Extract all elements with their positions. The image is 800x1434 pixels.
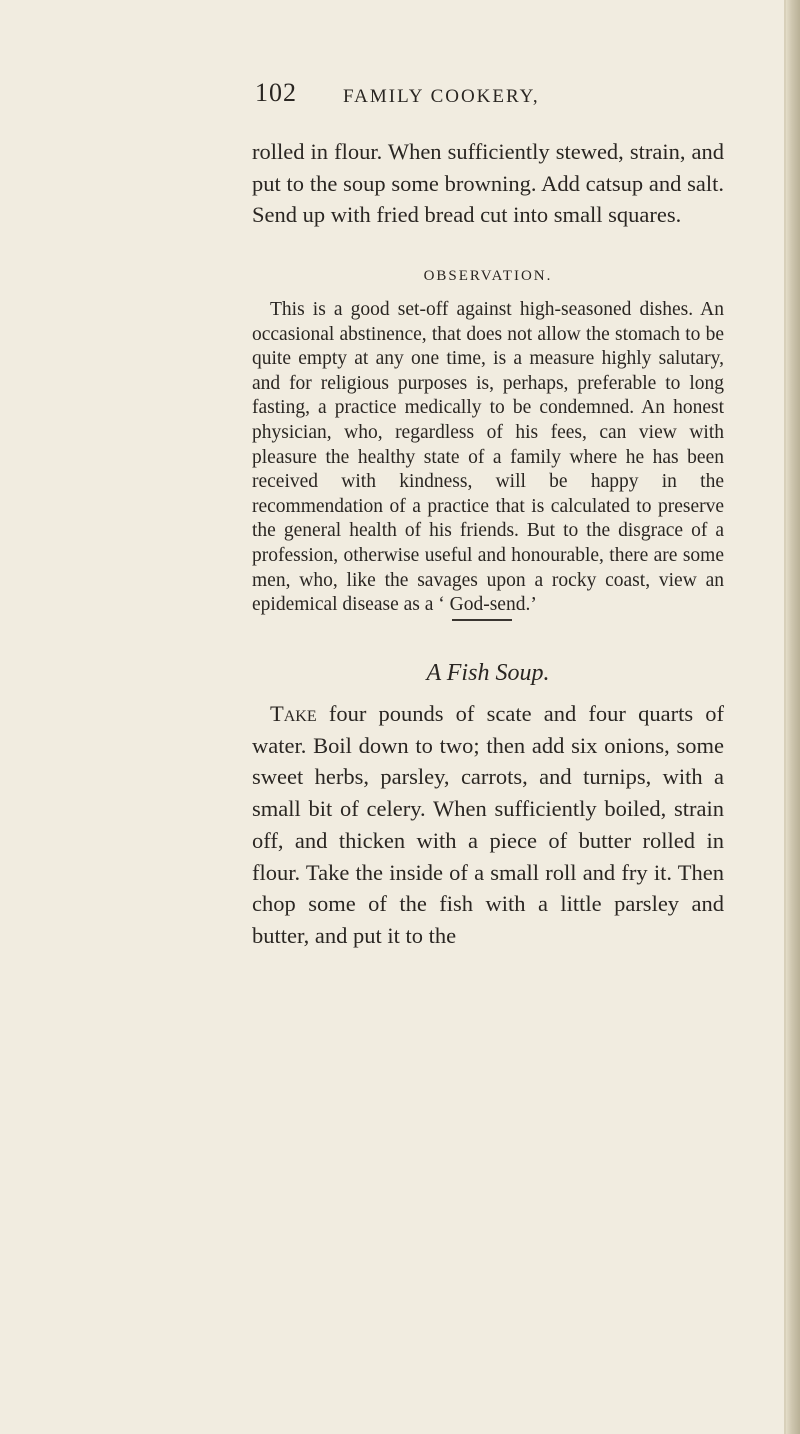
section-divider bbox=[452, 619, 512, 621]
recipe-text: four pounds of scate and four quarts of water. Boil down to two; then add six onions, some sweet herbs, parsley, carrots, and turnips, with a small bit of celery. When sufficiently boiled, strain off, and thicken with a piece of butter rolled in flour. Take the inside of a small roll and fry it. Then chop some of the fish with a little parsley and butter, and put it to the bbox=[252, 701, 724, 948]
recipe-lead-word: Take bbox=[270, 701, 317, 726]
recipe-title: A Fish Soup. bbox=[426, 660, 550, 686]
observation-paragraph: This is a good set-off against high-seasoned dishes. An occasional abstinence, that does not allow the stomach to be quite empty at any one time, is a measure highly salutary, and for religious purposes is, perhaps, preferable to long fasting, a practice medically to be condemned. An honest physician, who, regardless of his fees, can view with pleasure the healthy state of a family where he has been received with kindness, will be happy in the recommendation of a practice that is calculated to preserve the general health of his friends. But to the disgrace of a profession, otherwise useful and honourable, there are some men, who, like the savages upon a rocky coast, view an epidemical disease as a ‘ God-send.’ bbox=[252, 299, 724, 616]
opening-paragraph: rolled in flour. When sufficiently stewed, strain, and put to the soup some browning. Add catsup and salt. Send up with fried bread cut into small squares. bbox=[252, 139, 724, 227]
running-title: FAMILY COOKERY, bbox=[343, 86, 540, 107]
recipe-paragraph bbox=[252, 698, 724, 952]
observation-heading: OBSERVATION. bbox=[423, 268, 553, 284]
page-edge bbox=[786, 0, 800, 1434]
page-header bbox=[255, 78, 725, 118]
page-number: 102 bbox=[255, 78, 297, 107]
